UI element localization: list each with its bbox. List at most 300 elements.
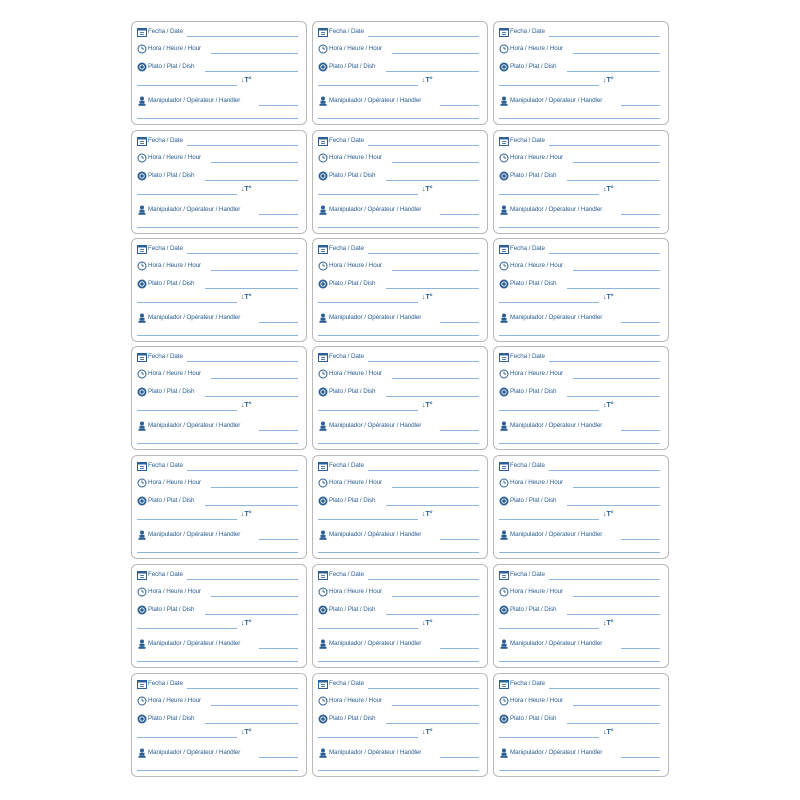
- hour-field[interactable]: [392, 270, 479, 271]
- handler-field[interactable]: [621, 430, 660, 431]
- handler-field[interactable]: [259, 105, 298, 106]
- date-field[interactable]: [187, 145, 298, 146]
- date-field[interactable]: [549, 688, 660, 689]
- handler-row: [499, 205, 660, 217]
- hour-label: Hora / Heure / Hour: [510, 370, 564, 377]
- dish-row: [499, 714, 660, 726]
- temperature-field[interactable]: [137, 519, 237, 520]
- extra-field[interactable]: [318, 335, 479, 336]
- handler-field[interactable]: [440, 539, 479, 540]
- temperature-field[interactable]: [499, 85, 599, 86]
- handler-label: Manipulador / Opérateur / Handler: [148, 422, 241, 429]
- temperature-field[interactable]: [137, 85, 237, 86]
- hour-field[interactable]: [392, 487, 479, 488]
- date-label: Fecha / Date: [510, 137, 545, 144]
- date-field[interactable]: [368, 145, 479, 146]
- date-label: Fecha / Date: [510, 680, 545, 687]
- handler-label: Manipulador / Opérateur / Handler: [510, 206, 603, 213]
- plate-icon: [137, 496, 147, 506]
- hour-row: [137, 153, 298, 165]
- extra-field[interactable]: [499, 335, 660, 336]
- hour-field[interactable]: [211, 270, 298, 271]
- temperature-symbol: ↓T°: [603, 402, 614, 409]
- dish-label: Plato / Plat / Dish: [148, 715, 195, 722]
- extra-field[interactable]: [499, 661, 660, 662]
- dish-label: Plato / Plat / Dish: [510, 715, 557, 722]
- date-field[interactable]: [549, 361, 660, 362]
- food-label: [493, 564, 669, 668]
- date-label: Fecha / Date: [148, 28, 183, 35]
- dish-field[interactable]: [386, 71, 479, 72]
- handler-field[interactable]: [259, 214, 298, 215]
- temperature-symbol: ↓T°: [241, 511, 252, 518]
- extra-field[interactable]: [137, 552, 298, 553]
- extra-field[interactable]: [137, 770, 298, 771]
- date-field[interactable]: [368, 253, 479, 254]
- hour-label: Hora / Heure / Hour: [329, 479, 383, 486]
- plate-icon: [499, 387, 509, 397]
- dish-label: Plato / Plat / Dish: [329, 606, 376, 613]
- hour-row: [318, 261, 479, 273]
- calendar-icon: [137, 679, 147, 689]
- handler-field[interactable]: [621, 648, 660, 649]
- hour-field[interactable]: [211, 487, 298, 488]
- handler-label: Manipulador / Opérateur / Handler: [329, 531, 422, 538]
- food-label: [493, 346, 669, 450]
- temperature-symbol: ↓T°: [241, 186, 252, 193]
- chef-icon: [499, 96, 509, 106]
- hour-label: Hora / Heure / Hour: [148, 588, 202, 595]
- date-row: [499, 244, 660, 256]
- chef-icon: [499, 421, 509, 431]
- extra-field[interactable]: [318, 770, 479, 771]
- date-row: [499, 27, 660, 39]
- hour-label: Hora / Heure / Hour: [329, 370, 383, 377]
- clock-icon: [318, 696, 328, 706]
- date-row: [137, 352, 298, 364]
- dish-label: Plato / Plat / Dish: [148, 606, 195, 613]
- date-field[interactable]: [549, 579, 660, 580]
- date-field[interactable]: [549, 470, 660, 471]
- temperature-symbol: ↓T°: [241, 620, 252, 627]
- plate-icon: [318, 387, 328, 397]
- hour-label: Hora / Heure / Hour: [329, 697, 383, 704]
- hour-row: [318, 478, 479, 490]
- date-label: Fecha / Date: [329, 571, 364, 578]
- chef-icon: [137, 748, 147, 758]
- handler-field[interactable]: [440, 105, 479, 106]
- hour-field[interactable]: [211, 53, 298, 54]
- hour-field[interactable]: [392, 53, 479, 54]
- chef-icon: [499, 205, 509, 215]
- date-row: [318, 136, 479, 148]
- dish-field[interactable]: [567, 505, 660, 506]
- temperature-field[interactable]: [137, 302, 237, 303]
- dish-field[interactable]: [567, 180, 660, 181]
- date-label: Fecha / Date: [510, 28, 545, 35]
- calendar-icon: [137, 27, 147, 37]
- food-label: [131, 130, 307, 234]
- handler-field[interactable]: [259, 322, 298, 323]
- dish-label: Plato / Plat / Dish: [148, 172, 195, 179]
- dish-field[interactable]: [205, 505, 298, 506]
- dish-field[interactable]: [386, 505, 479, 506]
- temperature-field[interactable]: [318, 737, 418, 738]
- handler-row: [499, 748, 660, 760]
- temperature-field[interactable]: [318, 302, 418, 303]
- dish-label: Plato / Plat / Dish: [329, 388, 376, 395]
- date-row: [499, 461, 660, 473]
- handler-label: Manipulador / Opérateur / Handler: [148, 206, 241, 213]
- handler-label: Manipulador / Opérateur / Handler: [510, 749, 603, 756]
- date-field[interactable]: [187, 36, 298, 37]
- dish-row: [318, 171, 479, 183]
- temperature-field[interactable]: [499, 410, 599, 411]
- date-field[interactable]: [368, 470, 479, 471]
- handler-row: [499, 639, 660, 651]
- date-field[interactable]: [549, 145, 660, 146]
- plate-icon: [318, 62, 328, 72]
- handler-field[interactable]: [621, 539, 660, 540]
- temperature-field[interactable]: [137, 194, 237, 195]
- extra-field[interactable]: [318, 661, 479, 662]
- calendar-icon: [318, 570, 328, 580]
- food-label: [312, 564, 488, 668]
- temperature-field[interactable]: [137, 410, 237, 411]
- handler-row: [137, 421, 298, 433]
- dish-row: [499, 496, 660, 508]
- handler-row: [499, 530, 660, 542]
- dish-field[interactable]: [567, 71, 660, 72]
- date-row: [499, 570, 660, 582]
- handler-row: [318, 205, 479, 217]
- dish-row: [318, 62, 479, 74]
- hour-label: Hora / Heure / Hour: [329, 262, 383, 269]
- temperature-symbol: ↓T°: [241, 294, 252, 301]
- date-field[interactable]: [368, 36, 479, 37]
- handler-row: [499, 313, 660, 325]
- food-label: [131, 346, 307, 450]
- date-field[interactable]: [549, 36, 660, 37]
- date-field[interactable]: [187, 361, 298, 362]
- calendar-icon: [137, 461, 147, 471]
- handler-row: [499, 421, 660, 433]
- plate-icon: [318, 605, 328, 615]
- dish-field[interactable]: [567, 288, 660, 289]
- dish-row: [137, 714, 298, 726]
- dish-row: [499, 605, 660, 617]
- chef-icon: [137, 96, 147, 106]
- dish-row: [137, 496, 298, 508]
- dish-label: Plato / Plat / Dish: [329, 497, 376, 504]
- date-row: [137, 461, 298, 473]
- temperature-field[interactable]: [137, 737, 237, 738]
- hour-label: Hora / Heure / Hour: [510, 154, 564, 161]
- dish-field[interactable]: [205, 723, 298, 724]
- extra-field[interactable]: [318, 443, 479, 444]
- dish-row: [318, 496, 479, 508]
- calendar-icon: [318, 352, 328, 362]
- date-field[interactable]: [187, 470, 298, 471]
- dish-label: Plato / Plat / Dish: [329, 715, 376, 722]
- hour-field[interactable]: [211, 162, 298, 163]
- clock-icon: [137, 696, 147, 706]
- date-label: Fecha / Date: [148, 680, 183, 687]
- dish-field[interactable]: [205, 180, 298, 181]
- dish-row: [499, 62, 660, 74]
- temperature-field[interactable]: [137, 628, 237, 629]
- temperature-symbol: ↓T°: [603, 511, 614, 518]
- hour-field[interactable]: [573, 270, 660, 271]
- temperature-symbol: ↓T°: [422, 77, 433, 84]
- handler-field[interactable]: [259, 539, 298, 540]
- plate-icon: [137, 387, 147, 397]
- extra-field[interactable]: [137, 443, 298, 444]
- handler-field[interactable]: [621, 757, 660, 758]
- food-label: [312, 130, 488, 234]
- hour-field[interactable]: [573, 162, 660, 163]
- handler-field[interactable]: [440, 214, 479, 215]
- hour-label: Hora / Heure / Hour: [148, 154, 202, 161]
- handler-row: [318, 748, 479, 760]
- temperature-field[interactable]: [499, 737, 599, 738]
- dish-label: Plato / Plat / Dish: [510, 172, 557, 179]
- handler-field[interactable]: [621, 214, 660, 215]
- date-row: [499, 679, 660, 691]
- clock-icon: [137, 369, 147, 379]
- date-row: [137, 570, 298, 582]
- extra-field[interactable]: [137, 227, 298, 228]
- calendar-icon: [137, 244, 147, 254]
- handler-label: Manipulador / Opérateur / Handler: [510, 640, 603, 647]
- calendar-icon: [318, 461, 328, 471]
- date-row: [318, 679, 479, 691]
- temperature-symbol: ↓T°: [241, 77, 252, 84]
- extra-field[interactable]: [499, 770, 660, 771]
- handler-row: [137, 639, 298, 651]
- hour-label: Hora / Heure / Hour: [329, 154, 383, 161]
- dish-field[interactable]: [567, 614, 660, 615]
- date-field[interactable]: [187, 253, 298, 254]
- handler-field[interactable]: [621, 105, 660, 106]
- dish-field[interactable]: [567, 723, 660, 724]
- extra-field[interactable]: [499, 227, 660, 228]
- handler-field[interactable]: [440, 430, 479, 431]
- temperature-symbol: ↓T°: [422, 294, 433, 301]
- dish-label: Plato / Plat / Dish: [510, 280, 557, 287]
- temperature-symbol: ↓T°: [422, 729, 433, 736]
- date-label: Fecha / Date: [510, 245, 545, 252]
- temperature-symbol: ↓T°: [422, 620, 433, 627]
- hour-row: [318, 587, 479, 599]
- date-label: Fecha / Date: [148, 571, 183, 578]
- dish-row: [499, 387, 660, 399]
- date-label: Fecha / Date: [329, 462, 364, 469]
- food-label: [312, 346, 488, 450]
- date-field[interactable]: [368, 688, 479, 689]
- temperature-symbol: ↓T°: [422, 186, 433, 193]
- food-label: [312, 238, 488, 342]
- chef-icon: [318, 421, 328, 431]
- clock-icon: [137, 44, 147, 54]
- dish-field[interactable]: [386, 396, 479, 397]
- hour-field[interactable]: [211, 378, 298, 379]
- clock-icon: [137, 261, 147, 271]
- dish-label: Plato / Plat / Dish: [510, 388, 557, 395]
- temperature-field[interactable]: [318, 194, 418, 195]
- hour-label: Hora / Heure / Hour: [148, 262, 202, 269]
- temperature-field[interactable]: [318, 410, 418, 411]
- handler-label: Manipulador / Opérateur / Handler: [148, 531, 241, 538]
- handler-row: [137, 530, 298, 542]
- chef-icon: [137, 639, 147, 649]
- dish-field[interactable]: [386, 614, 479, 615]
- temperature-field[interactable]: [318, 519, 418, 520]
- handler-label: Manipulador / Opérateur / Handler: [329, 640, 422, 647]
- temperature-field[interactable]: [499, 519, 599, 520]
- date-label: Fecha / Date: [329, 137, 364, 144]
- hour-row: [137, 44, 298, 56]
- hour-row: [137, 587, 298, 599]
- date-field[interactable]: [187, 688, 298, 689]
- dish-field[interactable]: [386, 288, 479, 289]
- handler-field[interactable]: [440, 648, 479, 649]
- extra-field[interactable]: [137, 661, 298, 662]
- date-label: Fecha / Date: [510, 462, 545, 469]
- dish-field[interactable]: [205, 71, 298, 72]
- extra-field[interactable]: [137, 335, 298, 336]
- handler-field[interactable]: [440, 757, 479, 758]
- temperature-field[interactable]: [318, 628, 418, 629]
- dish-field[interactable]: [567, 396, 660, 397]
- chef-icon: [318, 530, 328, 540]
- handler-label: Manipulador / Opérateur / Handler: [329, 206, 422, 213]
- date-row: [318, 244, 479, 256]
- hour-field[interactable]: [573, 705, 660, 706]
- extra-field[interactable]: [318, 552, 479, 553]
- food-label: [131, 21, 307, 125]
- handler-field[interactable]: [440, 322, 479, 323]
- handler-field[interactable]: [259, 648, 298, 649]
- dish-row: [137, 387, 298, 399]
- food-label: [493, 21, 669, 125]
- date-field[interactable]: [368, 361, 479, 362]
- hour-label: Hora / Heure / Hour: [148, 479, 202, 486]
- date-field[interactable]: [368, 579, 479, 580]
- chef-icon: [499, 530, 509, 540]
- hour-field[interactable]: [211, 596, 298, 597]
- food-label: [493, 130, 669, 234]
- hour-field[interactable]: [573, 596, 660, 597]
- date-field[interactable]: [549, 253, 660, 254]
- calendar-icon: [137, 136, 147, 146]
- dish-field[interactable]: [205, 614, 298, 615]
- chef-icon: [318, 205, 328, 215]
- clock-icon: [499, 44, 509, 54]
- food-label: [312, 21, 488, 125]
- calendar-icon: [499, 352, 509, 362]
- chef-icon: [499, 639, 509, 649]
- hour-field[interactable]: [392, 705, 479, 706]
- dish-label: Plato / Plat / Dish: [510, 606, 557, 613]
- hour-field[interactable]: [573, 53, 660, 54]
- handler-row: [137, 748, 298, 760]
- plate-icon: [499, 279, 509, 289]
- hour-field[interactable]: [392, 162, 479, 163]
- chef-icon: [318, 96, 328, 106]
- handler-label: Manipulador / Opérateur / Handler: [329, 422, 422, 429]
- temperature-symbol: ↓T°: [603, 620, 614, 627]
- extra-field[interactable]: [137, 118, 298, 119]
- date-row: [318, 570, 479, 582]
- hour-field[interactable]: [573, 487, 660, 488]
- chef-icon: [318, 313, 328, 323]
- extra-field[interactable]: [499, 118, 660, 119]
- handler-label: Manipulador / Opérateur / Handler: [510, 314, 603, 321]
- temperature-field[interactable]: [318, 85, 418, 86]
- date-label: Fecha / Date: [329, 245, 364, 252]
- temperature-field[interactable]: [499, 194, 599, 195]
- plate-icon: [137, 279, 147, 289]
- hour-label: Hora / Heure / Hour: [510, 45, 564, 52]
- calendar-icon: [137, 570, 147, 580]
- handler-row: [318, 421, 479, 433]
- dish-field[interactable]: [386, 180, 479, 181]
- date-row: [318, 461, 479, 473]
- clock-icon: [137, 153, 147, 163]
- chef-icon: [318, 748, 328, 758]
- hour-field[interactable]: [211, 705, 298, 706]
- hour-field[interactable]: [392, 596, 479, 597]
- hour-row: [318, 153, 479, 165]
- handler-row: [137, 96, 298, 108]
- temperature-field[interactable]: [499, 302, 599, 303]
- plate-icon: [499, 605, 509, 615]
- extra-field[interactable]: [499, 552, 660, 553]
- dish-label: Plato / Plat / Dish: [510, 497, 557, 504]
- handler-field[interactable]: [259, 757, 298, 758]
- extra-field[interactable]: [499, 443, 660, 444]
- hour-label: Hora / Heure / Hour: [510, 588, 564, 595]
- hour-label: Hora / Heure / Hour: [510, 262, 564, 269]
- food-label: [131, 564, 307, 668]
- plate-icon: [318, 171, 328, 181]
- extra-field[interactable]: [318, 227, 479, 228]
- extra-field[interactable]: [318, 118, 479, 119]
- clock-icon: [137, 478, 147, 488]
- hour-label: Hora / Heure / Hour: [148, 370, 202, 377]
- hour-field[interactable]: [392, 378, 479, 379]
- handler-row: [318, 313, 479, 325]
- hour-field[interactable]: [573, 378, 660, 379]
- temperature-symbol: ↓T°: [422, 402, 433, 409]
- handler-row: [318, 639, 479, 651]
- temperature-field[interactable]: [499, 628, 599, 629]
- clock-icon: [318, 478, 328, 488]
- handler-field[interactable]: [621, 322, 660, 323]
- dish-field[interactable]: [205, 396, 298, 397]
- dish-field[interactable]: [205, 288, 298, 289]
- date-row: [499, 136, 660, 148]
- temperature-symbol: ↓T°: [422, 511, 433, 518]
- date-field[interactable]: [187, 579, 298, 580]
- dish-label: Plato / Plat / Dish: [510, 63, 557, 70]
- dish-row: [499, 171, 660, 183]
- handler-field[interactable]: [259, 430, 298, 431]
- hour-label: Hora / Heure / Hour: [510, 697, 564, 704]
- plate-icon: [137, 171, 147, 181]
- dish-field[interactable]: [386, 723, 479, 724]
